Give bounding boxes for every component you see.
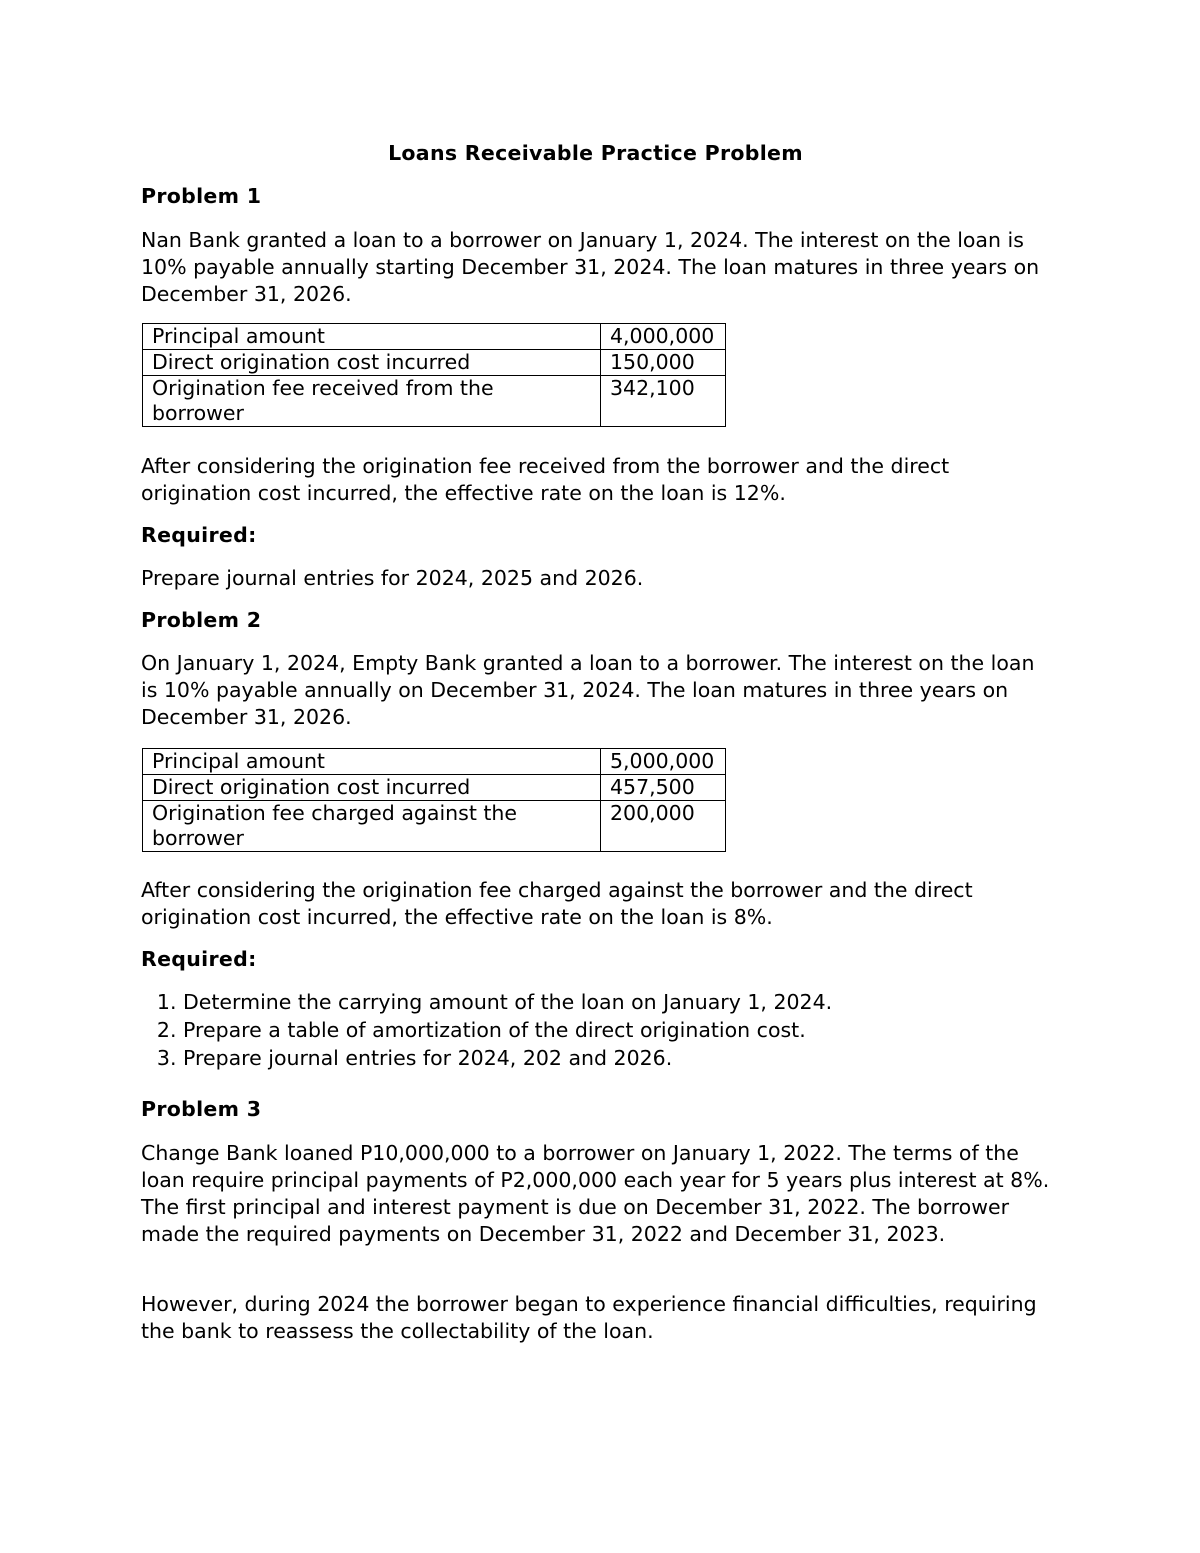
problem-3-paragraph-1: Change Bank loaned P10,000,000 to a borrower on January 1, 2022. The terms of the loan require principal payments of P2,000,000 each year for 5 years plus interest at 8%. The first principal and interest payment is due on December 31, 2022. The borrower made the required payments on December 31, 2022 and December 31, 2023. — [141, 1141, 1050, 1246]
table-cell-value: 200,000 — [601, 801, 726, 852]
problem-1-intro: Nan Bank granted a loan to a borrower on January 1, 2024. The interest on the loan is 10% payable annually starting December 31, 2024. The loan matures in three years on December 31, 2026. — [141, 228, 1040, 306]
problem-1-effective-rate: After considering the origination fee received from the borrower and the direct origination cost incurred, the effective rate on the loan is 12%. — [141, 454, 950, 505]
list-item: 1. Determine the carrying amount of the loan on January 1, 2024. — [183, 988, 1053, 1016]
table-cell-value: 150,000 — [601, 350, 726, 376]
problem-2-table — [142, 748, 726, 852]
table-cell-value: 5,000,000 — [601, 749, 726, 775]
table-cell-label: Direct origination cost incurred — [143, 350, 601, 376]
list-item: 3. Prepare journal entries for 2024, 202 and 2026. — [183, 1044, 1053, 1072]
table-cell-label: Principal amount — [143, 324, 601, 350]
problem-1-required-heading: Required: — [141, 523, 257, 547]
problem-1-table — [142, 323, 726, 427]
table-cell-value: 342,100 — [601, 376, 726, 427]
problem-1-required-text: Prepare journal entries for 2024, 2025 and 2026. — [141, 566, 644, 590]
page-title: Loans Receivable Practice Problem — [388, 141, 803, 165]
problem-3-heading: Problem 3 — [141, 1097, 262, 1121]
problem-2-effective-rate: After considering the origination fee charged against the borrower and the direct origination cost incurred, the effective rate on the loan is 8%. — [141, 878, 973, 929]
problem-2-intro: On January 1, 2024, Empty Bank granted a loan to a borrower. The interest on the loan is 10% payable annually on December 31, 2024. The loan matures in three years on December 31, 2026. — [141, 651, 1035, 729]
table-row — [143, 376, 726, 427]
table-row — [143, 775, 726, 801]
table-cell-label: Origination fee received from the borrower — [143, 376, 601, 427]
table-row — [143, 801, 726, 852]
table-row — [143, 324, 726, 350]
problem-2-heading: Problem 2 — [141, 608, 262, 632]
table-cell-label: Origination fee charged against the borrower — [143, 801, 601, 852]
problem-2-required-heading: Required: — [141, 947, 257, 971]
table-row — [143, 350, 726, 376]
problem-1-heading: Problem 1 — [141, 184, 262, 208]
table-row — [143, 749, 726, 775]
problem-2-required-list — [141, 988, 1053, 1072]
table-cell-label: Principal amount — [143, 749, 601, 775]
problem-3-paragraph-2: However, during 2024 the borrower began to experience financial difficulties, requiring the bank to reassess the collectability of the loan. — [141, 1292, 1037, 1343]
table-cell-value: 457,500 — [601, 775, 726, 801]
list-item: 2. Prepare a table of amortization of the direct origination cost. — [183, 1016, 1053, 1044]
table-cell-label: Direct origination cost incurred — [143, 775, 601, 801]
table-cell-value: 4,000,000 — [601, 324, 726, 350]
